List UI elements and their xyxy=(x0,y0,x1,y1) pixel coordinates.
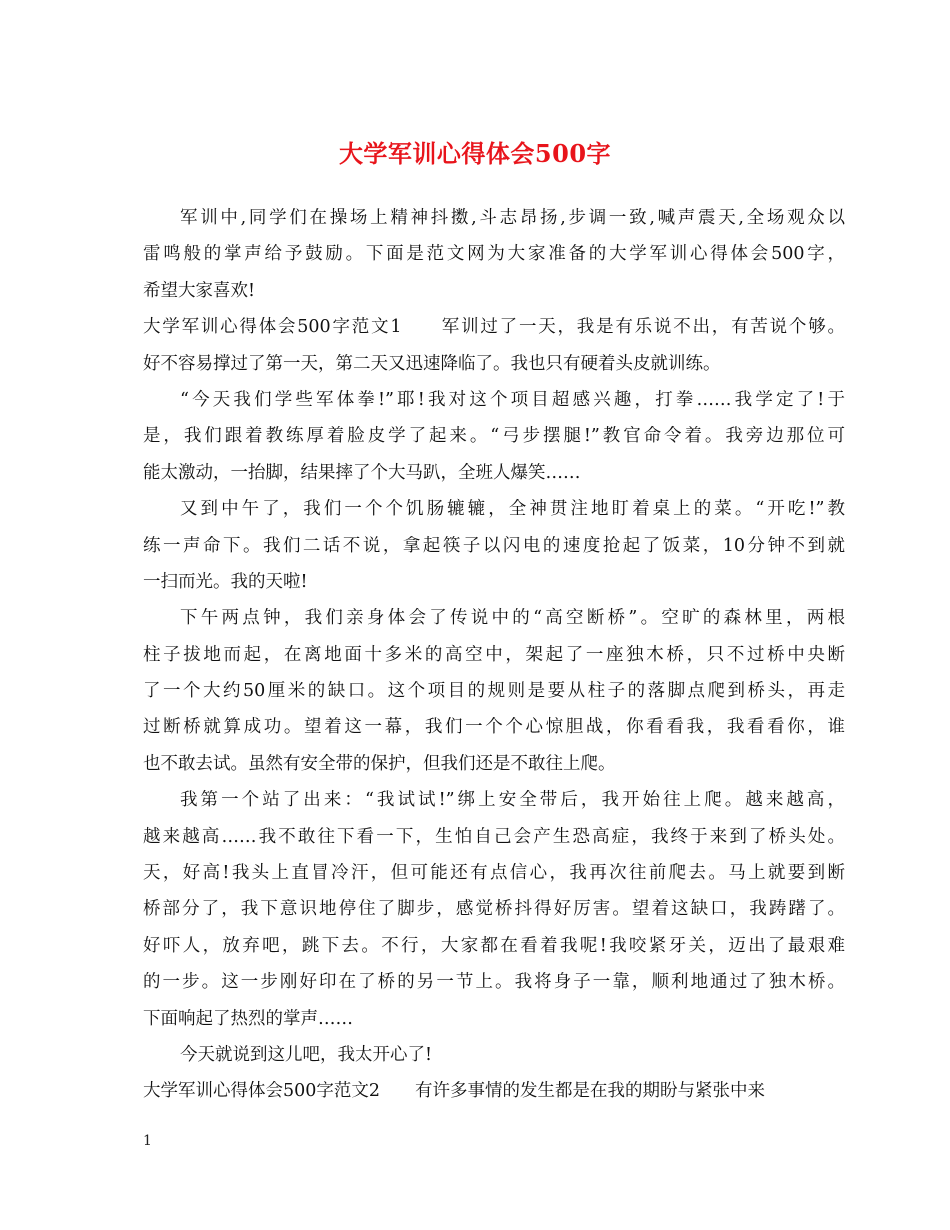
text-line: 是，我们跟着教练厚着脸皮学了起来。“弓步摆腿!”教官命令着。我旁边那位可 xyxy=(143,426,845,447)
text-line: 的一步。这一步刚好印在了桥的另一节上。我将身子一靠，顺利地通过了独木桥。 xyxy=(143,972,845,993)
text-line: 过断桥就算成功。望着这一幕，我们一个个心惊胆战，你看看我，我看看你，谁 xyxy=(143,717,845,738)
text-line: 大学军训心得体会500字范文2 有许多事情的发生都是在我的期盼与紧张中来 xyxy=(143,1081,766,1102)
text-line: “今天我们学些军体拳!”耶!我对这个项目超感兴趣，打拳……我学定了!于 xyxy=(180,389,845,410)
text-line: 希望大家喜欢! xyxy=(143,280,256,301)
text-line: 越来越高……我不敢往下看一下，生怕自己会产生恐高症，我终于来到了桥头处。 xyxy=(143,826,845,847)
text-line: 下面响起了热烈的掌声…… xyxy=(143,1008,353,1029)
document-body xyxy=(143,200,843,1110)
text-line: 下午两点钟，我们亲身体会了传说中的“高空断桥”。空旷的森林里，两根 xyxy=(180,608,845,629)
text-line: 一扫而光。我的天啦! xyxy=(143,571,308,592)
text-line: 好不容易撑过了第一天，第二天又迅速降临了。我也只有硬着头皮就训练。 xyxy=(143,353,721,374)
text-line: 练一声命下。我们二话不说，拿起筷子以闪电的速度抢起了饭菜，10分钟不到就 xyxy=(143,535,845,556)
text-line: 我第一个站了出来：“我试试!”绑上安全带后，我开始往上爬。越来越高， xyxy=(180,790,845,811)
document-title: 大学军训心得体会500字 xyxy=(338,139,612,168)
text-line: 了一个大约50厘米的缺口。这个项目的规则是要从柱子的落脚点爬到桥头，再走 xyxy=(143,681,845,702)
text-line: 能太激动，一抬脚，结果摔了个大马趴，全班人爆笑…… xyxy=(143,462,581,483)
page-number: 1 xyxy=(143,1133,152,1149)
text-line: 今天就说到这儿吧，我太开心了! xyxy=(180,1044,433,1065)
text-line: 军训中,同学们在操场上精神抖擞,斗志昂扬,步调一致,喊声震天,全场观众以 xyxy=(180,208,845,228)
text-line: 好吓人，放弃吧，跳下去。不行，大家都在看着我呢!我咬紧牙关，迈出了最艰难 xyxy=(143,935,845,956)
text-line: 大学军训心得体会500字范文1 军训过了一天，我是有乐说不出，有苦说个够。 xyxy=(143,317,845,338)
text-line: 天，好高!我头上直冒冷汗，但可能还有点信心，我再次往前爬去。马上就要到断 xyxy=(143,863,845,884)
text-line: 又到中午了，我们一个个饥肠辘辘，全神贯注地盯着桌上的菜。“开吃!”教 xyxy=(180,499,845,520)
text-line: 桥部分了，我下意识地停住了脚步，感觉桥抖得好厉害。望着这缺口，我踌躇了。 xyxy=(143,899,845,920)
text-line: 柱子拔地而起，在离地面十多米的高空中，架起了一座独木桥，只不过桥中央断 xyxy=(143,644,845,665)
text-line: 也不敢去试。虽然有安全带的保护，但我们还是不敢往上爬。 xyxy=(143,753,616,774)
text-line: 雷鸣般的掌声给予鼓励。下面是范文网为大家准备的大学军训心得体会500字， xyxy=(143,244,845,265)
